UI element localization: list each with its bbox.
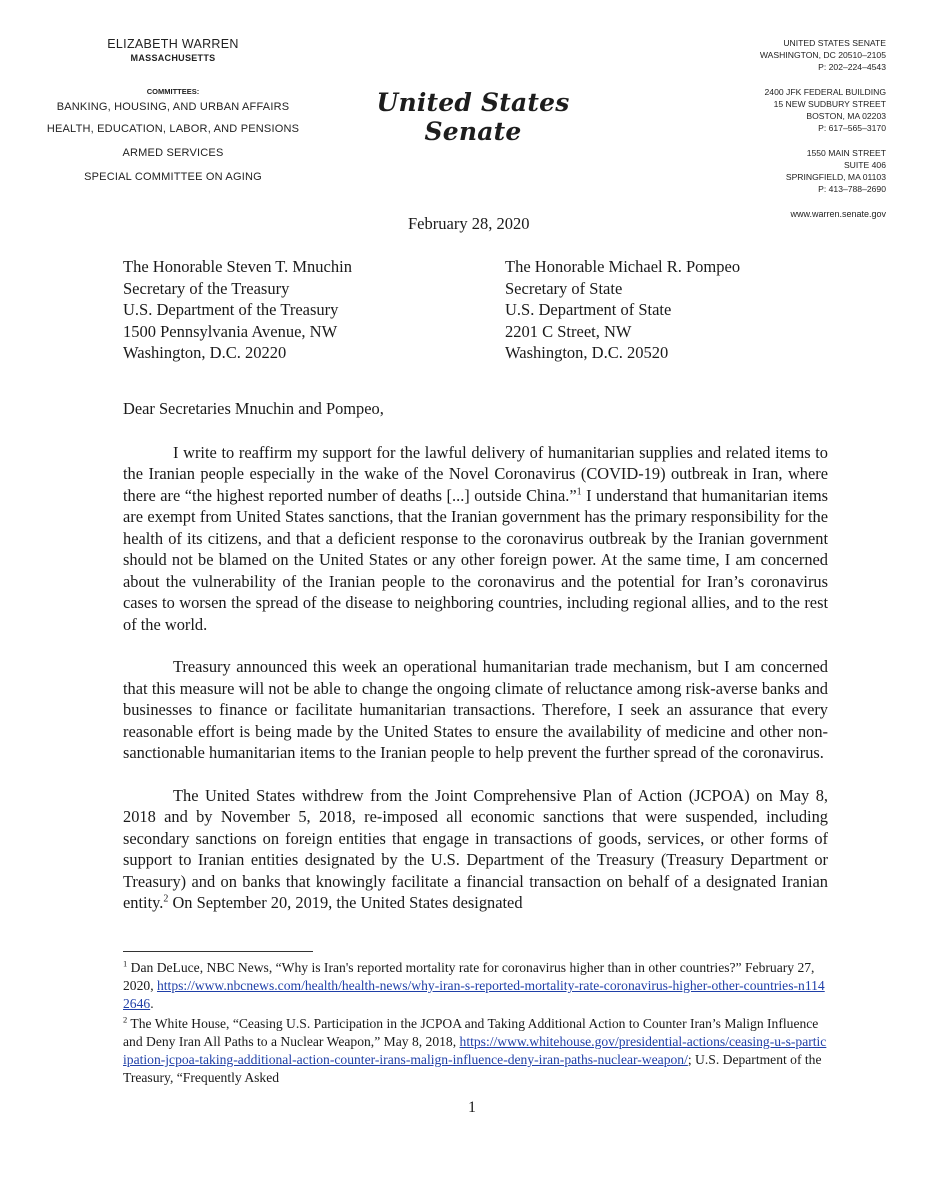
paragraph-text: The United States withdrew from the Joint Comprehensive Plan of Action (JCPOA) on May 8, 2018 and by November 5, 2018, re-imposed all economic sanctions that were suspended, including secondary sanctions on foreign entities that engage in transactions of goods, services, or other forms of support to Iranian entities designated by the U.S. Department of the Treasury (Treasury Department or Treasury) and on banks that knowingly facilitate a financial transaction on behalf of a designated Iranian entity. [123, 785, 828, 912]
salutation: Dear Secretaries Mnuchin and Pompeo, [123, 399, 384, 418]
paragraph-text: On September 20, 2019, the United States designated [168, 893, 523, 912]
committees-label: COMMITTEES: [146, 87, 200, 96]
recipient-line: Washington, D.C. 20520 [505, 343, 669, 362]
footnote-link[interactable]: https://www.nbcnews.com/health/health-news/why-iran-s-reported-mortality-rate-coronavirus-higher-other-countries-n1142646 [123, 978, 825, 1011]
footnote-ref-2[interactable]: 2 [163, 893, 169, 905]
footnote-text: The White House, “Ceasing U.S. Participation in the JCPOA and Taking Additional Action to Counter Iran’s Malign Influence and Deny Iran All Paths to a Nuclear Weapon,” May 8, 2018, [123, 1016, 819, 1049]
office-addresses [706, 37, 886, 220]
footnote-divider [123, 951, 313, 952]
recipient-treasury [123, 256, 352, 364]
office-line: P: 202–224–4543 [818, 62, 886, 72]
recipient-line: 2201 C Street, NW [505, 321, 632, 341]
office-boston [706, 86, 886, 134]
sender-state: MASSACHUSETTS [130, 53, 216, 63]
office-line: SPRINGFIELD, MA 01103 [785, 172, 886, 182]
footnote-1 [123, 959, 828, 1013]
office-line: WASHINGTON, DC 20510–2105 [759, 50, 886, 60]
footnote-link[interactable]: https://www.whitehouse.gov/presidential-actions/ceasing-u-s-participation-jcpoa-taking-additional-action-counter-irans-malign-influence-deny-iran-paths-nuclear-weapon/ [123, 1034, 827, 1067]
footnote-text: ; U.S. Department of the Treasury, “Frequently Asked [123, 1052, 822, 1085]
recipient-line: Washington, D.C. 20220 [123, 343, 287, 362]
office-line: 1550 MAIN STREET [806, 148, 886, 158]
footnote-2 [123, 1015, 828, 1087]
committee-item: HEALTH, EDUCATION, LABOR, AND PENSIONS [46, 123, 300, 135]
office-washington [706, 37, 886, 73]
page-number: 1 [468, 1099, 476, 1116]
committee-item: BANKING, HOUSING, AND URBAN AFFAIRS [56, 101, 290, 113]
footnote-text: Dan DeLuce, NBC News, “Why is Iran's reported mortality rate for coronavirus higher than in other countries?” February 27, 2020, [123, 960, 815, 993]
recipient-state [505, 256, 740, 364]
office-line: UNITED STATES SENATE [783, 38, 886, 48]
committee-item: ARMED SERVICES [122, 147, 224, 159]
sender-name: ELIZABETH WARREN [107, 37, 239, 51]
office-line: SUITE 406 [843, 160, 886, 170]
footnotes [123, 959, 828, 1089]
office-line: P: 617–565–3170 [818, 123, 886, 133]
paragraph-text: I understand that humanitarian items are exempt from United States sanctions, that the Iranian government has the primary responsibility for the health of its citizens, and that a deficient response to the coronavirus outbreak by the Iranian government should not be blamed on the United States or any other foreign power. At the same time, I am concerned about the vulnerability of the Iranian people to the coronavirus and the potential for Iran’s coronavirus cases to worsen the spread of the disease to neighboring countries, including regional allies, and to the rest of the world. [123, 485, 828, 634]
office-line: 2400 JFK FEDERAL BUILDING [764, 87, 886, 97]
website-text: www.warren.senate.gov [790, 209, 886, 219]
paragraph-1 [123, 442, 828, 636]
recipient-line: The Honorable Steven T. Mnuchin [123, 257, 352, 276]
office-line: P: 413–788–2690 [818, 184, 886, 194]
footnote-marker: 1 [123, 958, 128, 969]
letter-date: February 28, 2020 [408, 214, 530, 233]
paragraph-text: I write to reaffirm my support for the lawful delivery of humanitarian supplies and related items to the Iranian people especially in the wake of the Novel Coronavirus (COVID-19) outbreak in Iran, where there are “the highest reported number of deaths [...] outside China.” [123, 442, 828, 505]
recipient-line: Secretary of the Treasury [123, 278, 290, 298]
footnote-ref-1[interactable]: 1 [576, 486, 582, 498]
recipient-line: U.S. Department of the Treasury [123, 300, 339, 319]
office-line: 15 NEW SUDBURY STREET [773, 99, 886, 109]
recipient-line: The Honorable Michael R. Pompeo [505, 257, 741, 276]
recipient-line: U.S. Department of State [505, 300, 672, 319]
recipient-line: 1500 Pennsylvania Avenue, NW [123, 321, 338, 341]
recipient-line: Secretary of State [505, 278, 623, 298]
senate-letterhead-title: United States Senate [376, 88, 570, 146]
office-springfield [706, 147, 886, 195]
committee-item: SPECIAL COMMITTEE ON AGING [84, 171, 262, 183]
office-line: BOSTON, MA 02203 [806, 111, 886, 121]
paragraph-2: Treasury announced this week an operational humanitarian trade mechanism, but I am concerned that this measure will not be able to change the ongoing climate of reluctance among risk-averse banks and businesses to finance or facilitate humanitarian transactions. Therefore, I seek an assurance that every reasonable effort is being made by the United States to ensure the availability of medicine and other non-sanctionable humanitarian items to the Iranian people to help prevent the further spread of the coronavirus. [123, 657, 828, 762]
footnote-text: . [150, 996, 154, 1011]
footnote-marker: 2 [123, 1014, 128, 1025]
paragraph-3 [123, 785, 828, 914]
sender-block [20, 37, 326, 189]
letter-body [123, 398, 828, 935]
